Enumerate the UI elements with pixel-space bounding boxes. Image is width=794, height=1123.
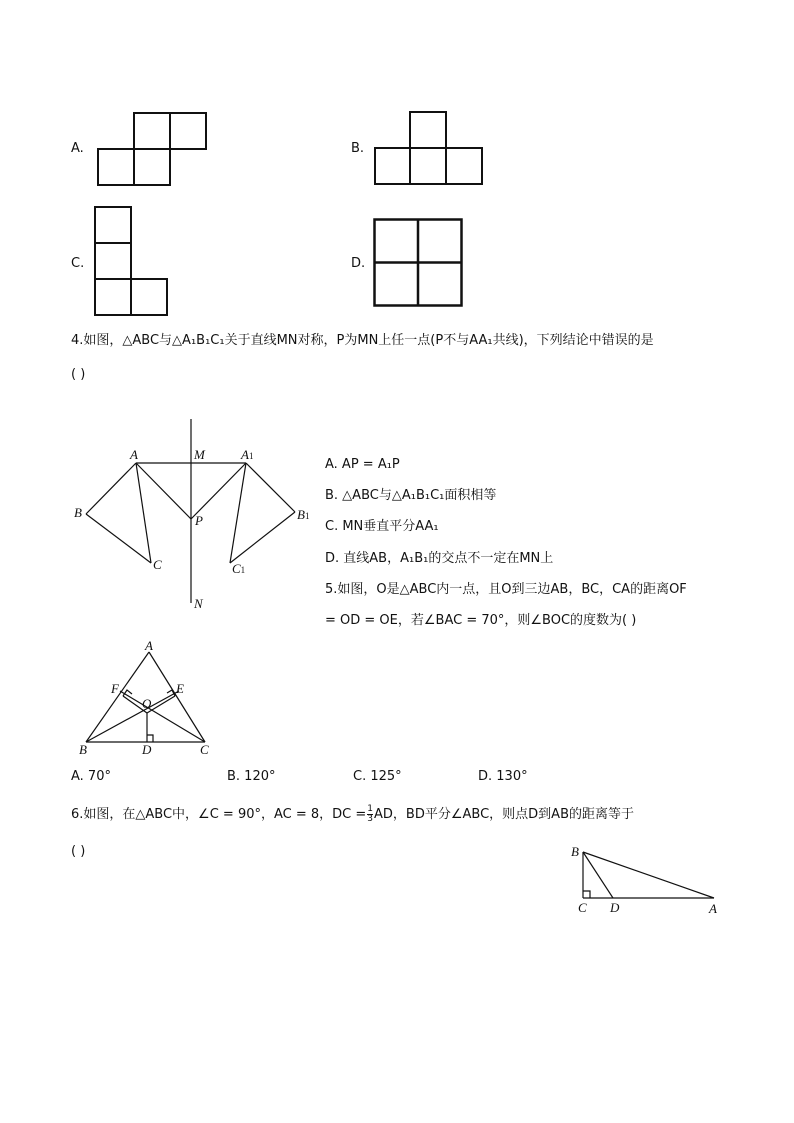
q3-option-a-figure xyxy=(97,112,207,186)
q4-answer-paren: ( ) xyxy=(71,367,86,382)
q4-option-d[interactable]: D. 直线AB，A₁B₁的交点不一定在MN上 xyxy=(325,551,554,566)
q6-fraction xyxy=(367,805,373,824)
q5-stem-line2: = OD = OE，若∠BAC = 70°，则∠BOC的度数为( ) xyxy=(325,613,637,628)
point-a-label: A xyxy=(709,901,717,916)
q3-option-c-label[interactable]: C. xyxy=(71,256,85,271)
q4-figure xyxy=(70,415,320,615)
q5-option-b[interactable]: B. 120° xyxy=(227,769,276,784)
point-d-label: D xyxy=(610,900,620,915)
q3-option-b-label[interactable]: B. xyxy=(351,141,365,156)
q6-stem-post: AD，BD平分∠ABC，则点D到AB的距离等于 xyxy=(374,807,634,822)
point-a1-label: A1 xyxy=(241,447,254,462)
q3-option-b-figure xyxy=(374,111,484,186)
point-a-label: A xyxy=(130,447,138,462)
q6-fraction-denominator: 3 xyxy=(367,814,374,824)
q6-stem xyxy=(71,805,634,824)
q3-option-c-figure xyxy=(94,206,169,318)
q5-figure xyxy=(76,640,221,760)
q6-stem-pre: 6.如图，在△ABC中，∠C = 90°，AC = 8，DC = xyxy=(71,807,367,822)
point-o-label: O xyxy=(142,696,152,711)
point-a-label: A xyxy=(145,638,153,653)
point-b1-label: B1 xyxy=(297,507,310,522)
q6-figure xyxy=(568,840,728,920)
point-n-label: N xyxy=(194,596,203,611)
q5-option-c[interactable]: C. 125° xyxy=(353,769,402,784)
point-p-label: P xyxy=(195,513,203,528)
point-b-label: B xyxy=(571,844,579,859)
point-b-label: B xyxy=(74,505,82,520)
point-c-label: C xyxy=(153,557,162,572)
point-c-label: C xyxy=(578,900,587,915)
point-f-label: F xyxy=(111,681,119,696)
q5-stem-line1: 5.如图，O是△ABC内一点，且O到三边AB，BC，CA的距离OF xyxy=(325,582,687,597)
q3-option-d-figure xyxy=(373,218,465,308)
q4-option-a[interactable]: A. AP = A₁P xyxy=(325,457,400,472)
q5-option-d[interactable]: D. 130° xyxy=(478,769,528,784)
point-m-label: M xyxy=(194,447,205,462)
point-d-label: D xyxy=(142,742,152,757)
point-c-label: C xyxy=(200,742,209,757)
q3-option-a-label[interactable]: A. xyxy=(71,141,84,156)
point-c1-label: C1 xyxy=(232,561,246,576)
q3-option-d-label[interactable]: D. xyxy=(351,256,366,271)
q6-fraction-numerator: 1 xyxy=(367,804,374,814)
point-b-label: B xyxy=(79,742,87,757)
q5-option-a[interactable]: A. 70° xyxy=(71,769,111,784)
point-e-label: E xyxy=(176,681,184,696)
q6-answer-paren: ( ) xyxy=(71,844,86,859)
q4-option-b[interactable]: B. △ABC与△A₁B₁C₁面积相等 xyxy=(325,488,497,503)
q4-stem: 4.如图，△ABC与△A₁B₁C₁关于直线MN对称，P为MN上任一点(P不与AA₁共线)，下列结论中错误的是 xyxy=(71,333,654,348)
q4-option-c[interactable]: C. MN垂直平分AA₁ xyxy=(325,519,439,534)
